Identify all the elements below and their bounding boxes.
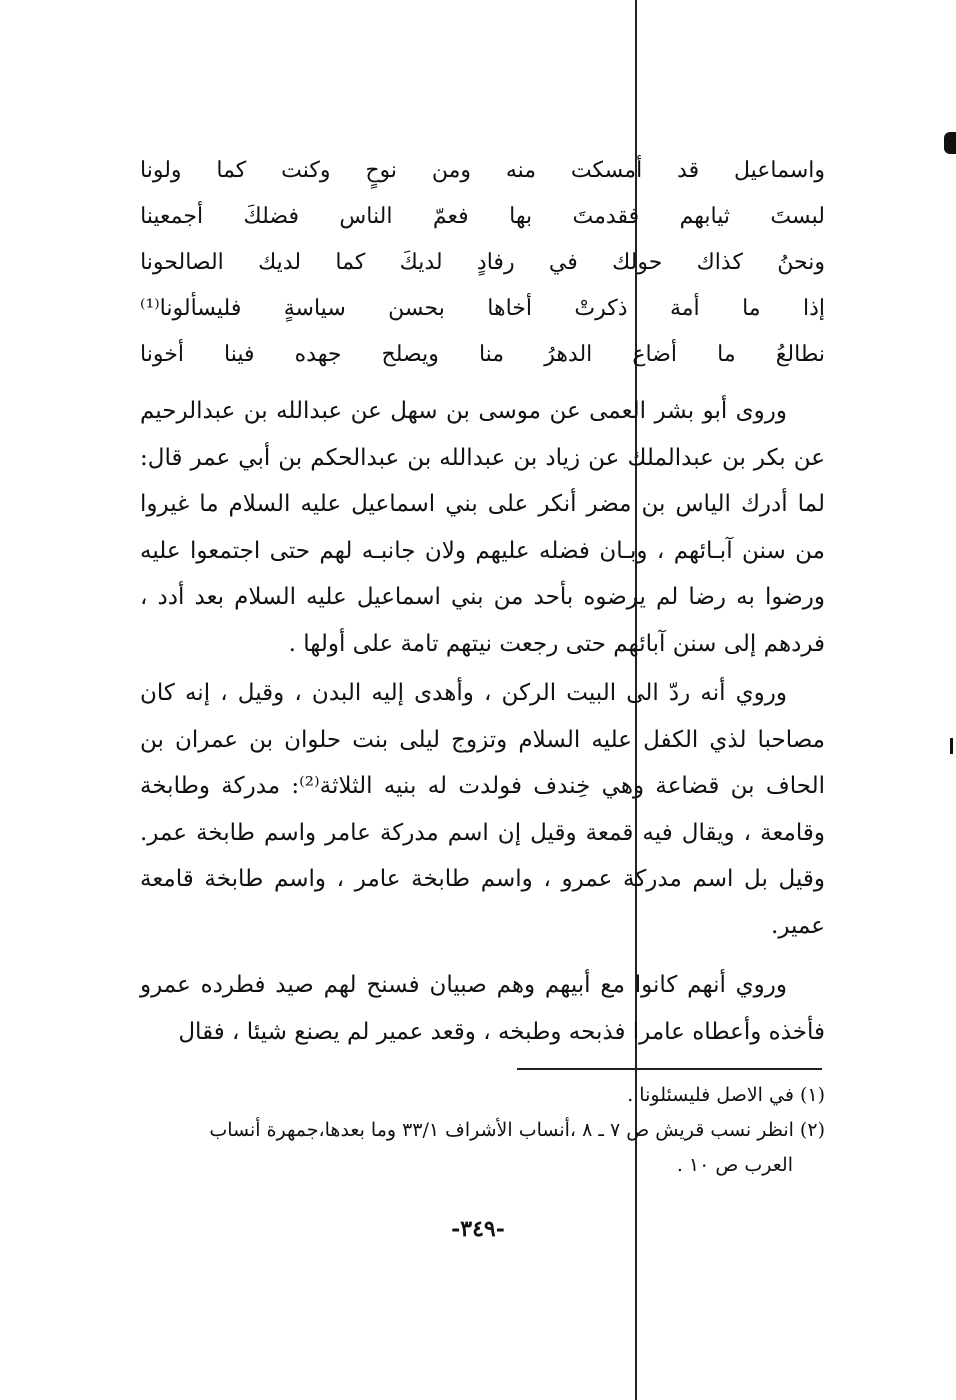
paragraph-2 [140,670,825,949]
verse-word: الصالحونا [140,250,224,275]
paragraph-3 [140,962,825,1055]
paragraph-1 [140,388,825,667]
verse-word: ما [717,342,736,367]
footnote-2-continued: العرب ص ١٠ . [676,1154,793,1176]
verse-word: أجمعينا [140,204,204,229]
verse-word: منه [505,158,537,183]
verse-word: إذا [802,296,825,321]
verse-word: ذكرتْ [574,296,628,321]
verse-word: كما [216,158,247,183]
verse-word: نوحٍ [365,158,398,183]
paragraph-1-text: وروى أبو بشر العمى عن موسى بن سهل عن عبدالله بن عبدالرحيم عن بكر بن عبدالملك عن زياد بن عبدالله بن عبدالحكم بن أبي عمر قال: لما أدرك الياس بن مضر أنكر على بني اسماعيل عليه السلام ما غيروا من سنن آبـائهم ، وبـان فضله عليهم ولان جانبـه لهم حتى اجتمعوا عليه ورضوا به رضا لم يرضوه بأحد من بني اسماعيل عليه السلام بعد أدد ، فردهم إلى سنن آبائهم حتى رجعت نيتهم تامة على أولها . [140,398,825,657]
verse-line [140,332,825,378]
verse-word: بحسن [388,296,445,321]
verse-word: ونحنُ [777,250,825,275]
verse-line [140,286,825,332]
footnote-separator [517,1068,822,1070]
scan-edge-mark-mid [950,738,953,754]
verse-word: فقدمتَ [572,204,640,229]
scan-edge-mark-top [944,132,956,154]
verse-word: منا [478,342,505,367]
verse-word: أمسكت [570,158,643,183]
verse-word: ويصلح [381,342,439,367]
verse-word: حولك [612,250,663,275]
verse-line [140,194,825,240]
verse-word: رفادٍ [476,250,515,275]
poem-verses [140,148,825,378]
verse-word: أمة [669,296,700,321]
verse-word: فعمّ [432,204,469,229]
verse-word: فضلكَ [243,204,299,229]
verse-word: بها [509,204,533,229]
verse-word: أضاع [632,342,678,367]
verse-word: قد [677,158,700,183]
verse-word: نطالعُ [775,342,825,367]
verse-line [140,240,825,286]
verse-word: ثيابهم [679,204,730,229]
verse-word: في [548,250,578,275]
paragraph-2-text: وروي أنه ردّ الى البيت الركن ، وأهدى إليه البدن ، وقيل ، إنه كان مصاحبا لذي الكفل عليه السلام وتزوج ليلى بنت حلوان بن عمران بن الحاف بن قضاعة وهي خِندف فولدت له بنيه الثلاثة⁽²⁾: مدركة وطابخة وقامعة ، ويقال فيه قمعة وقيل إن اسم مدركة عامر واسم طابخة عمر. وقيل بل اسم مدركة عمرو ، واسم طابخة عامر ، واسم طابخة قامعة عمير. [140,680,825,939]
verse-word: فينا [224,342,255,367]
verse-word: أخونا [140,342,184,367]
page-number: -٣٤٩- [451,1216,505,1242]
verse-word: أخاها [487,296,533,321]
footnote-2: (٢) انظر نسب قريش ص ٧ ـ ٨ ،أنساب الأشراف ٣٣/١ وما بعدها،جمهرة أنساب [209,1119,825,1141]
verse-word: كما [335,250,366,275]
verse-word: كذاك [696,250,743,275]
verse-word: الدهرُ [544,342,593,367]
paragraph-3-text: وروي أنهم كانوا مع أبيهم وهم صبيان فسنح لهم صيد فطرده عمرو فأخذه وأعطاه عامرا فذبحه وطبخه ، وقعد عمير لم يصنع شيئا ، فقال [140,972,825,1045]
verse-word: لديك [258,250,302,275]
verse-word: الناس [339,204,393,229]
verse-word: فليسألونا⁽¹⁾ [140,296,242,321]
verse-word: لبستَ [770,204,825,229]
verse-word: ولونا [140,158,182,183]
footnote-1: (١) في الاصل فليسئلونا . [627,1084,825,1106]
verse-word: وكنت [281,158,331,183]
verse-word: سياسةٍ [283,296,346,321]
verse-word: ما [742,296,761,321]
verse-word: لديكَ [399,250,443,275]
verse-word: جهده [294,342,342,367]
verse-word: واسماعيل [733,158,825,183]
verse-word: ومن [431,158,472,183]
footnotes [140,1078,825,1183]
verse-line [140,148,825,194]
